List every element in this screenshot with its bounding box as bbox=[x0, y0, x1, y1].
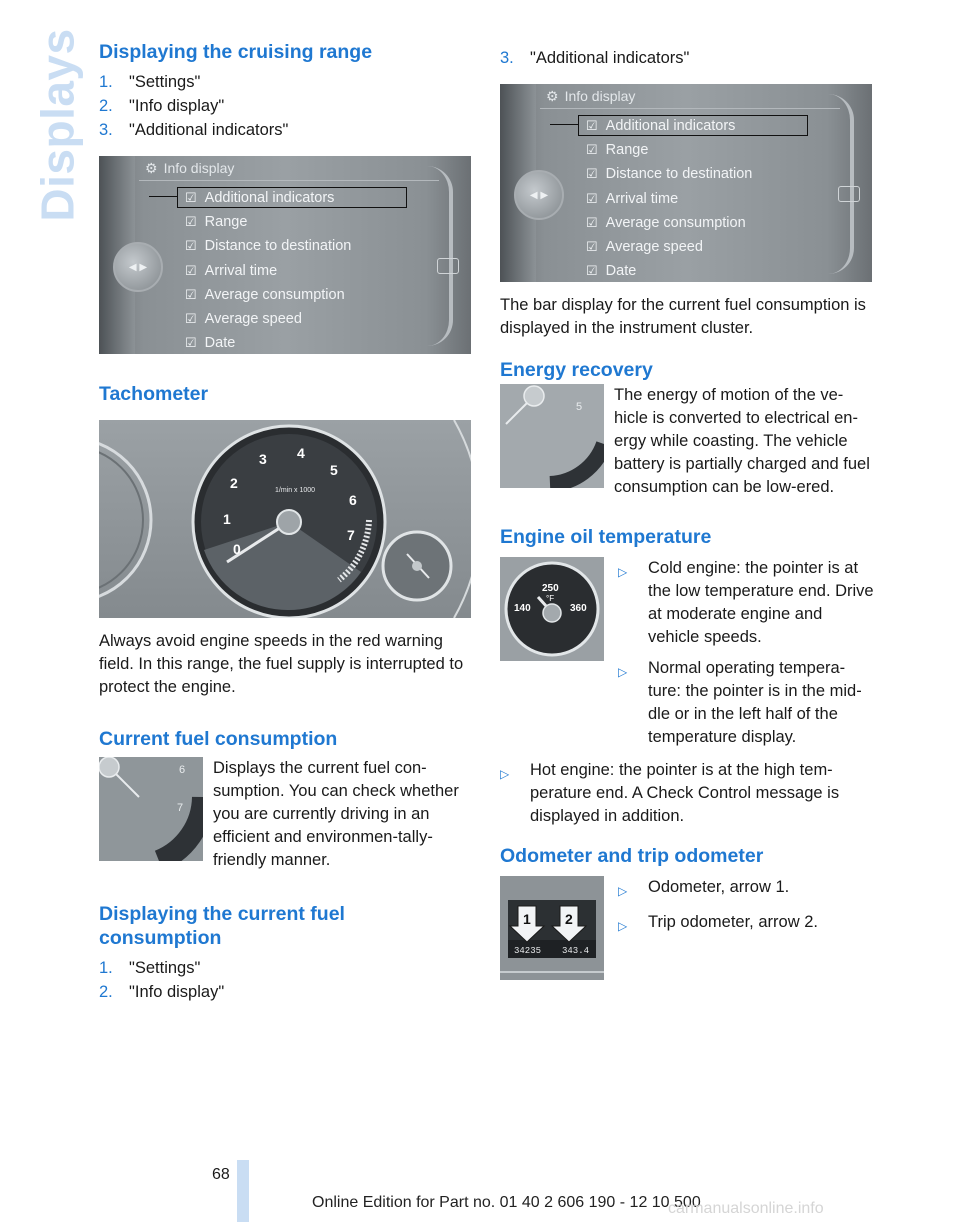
screen-menu-item: ☑ Range bbox=[185, 214, 248, 231]
odometer-image bbox=[500, 876, 604, 980]
gauge-number: 7 bbox=[177, 802, 184, 814]
heading-energy-recovery: Energy recovery bbox=[500, 359, 653, 381]
highlight-box bbox=[578, 115, 808, 136]
watermark: carmanualsonline.info bbox=[668, 1200, 824, 1217]
check-icon: ☑ bbox=[185, 214, 197, 230]
step-3 bbox=[500, 46, 874, 70]
step: 1. "Settings" bbox=[99, 959, 201, 977]
oil-gauge-image bbox=[500, 557, 604, 661]
gauge-unit: °F bbox=[546, 594, 555, 603]
heading-odometer: Odometer and trip odometer bbox=[500, 845, 764, 867]
fuel-media bbox=[99, 757, 471, 872]
option-icon bbox=[838, 186, 860, 202]
side-tab bbox=[28, 28, 88, 222]
odometer-svg bbox=[500, 876, 604, 980]
triangle-bullet-icon: ▷ bbox=[618, 665, 628, 679]
dial-number: 5 bbox=[330, 462, 338, 478]
fuel-gauge-image bbox=[99, 757, 203, 861]
check-icon: ☑ bbox=[586, 263, 598, 279]
screen-menu-item: ☑ Distance to destination bbox=[185, 238, 352, 255]
pointer-line bbox=[550, 124, 578, 183]
bar-display-text: The bar display for the current fuel consumption is displayed in the instrument cluster. bbox=[500, 296, 866, 337]
screen-menu-item: ☑ Average consumption bbox=[586, 214, 746, 231]
tachometer-svg bbox=[99, 420, 471, 618]
odometer-media bbox=[500, 876, 874, 980]
fuel-text: Displays the current fuel con-sumption. You can check whether you are currently driving in an efficient and environmen-tally-friendly manner. bbox=[213, 759, 459, 869]
screen-menu-item: ☑ Range bbox=[586, 142, 649, 159]
highlight-box bbox=[177, 187, 407, 208]
odometer-bullets bbox=[618, 876, 874, 938]
bullet-item: ▷ Normal operating tempera-ture: the pointer is in the mid-dle or in the left half of the temperature display. bbox=[618, 657, 874, 749]
trip-value: 343.4 bbox=[562, 946, 590, 956]
triangle-bullet-icon: ▷ bbox=[618, 884, 628, 898]
bullet-item: ▷ Trip odometer, arrow 2. bbox=[618, 911, 874, 938]
screen-menu-item: ☑ Additional indicators bbox=[185, 190, 335, 206]
dial-number: 7 bbox=[347, 527, 355, 543]
heading-tachometer: Tachometer bbox=[99, 383, 209, 405]
dial-unit: 1/min x 1000 bbox=[275, 487, 316, 494]
controller-knob-icon: ◀ ▶ bbox=[514, 170, 564, 220]
energy-text: The energy of motion of the ve-hicle is converted to electrical en-ergy while coasting. The vehicle battery is partially charged and fuel consumption can be low-ered. bbox=[614, 386, 870, 496]
triangle-bullet-icon: ▷ bbox=[618, 565, 628, 579]
step: 2. "Info display" bbox=[99, 97, 225, 115]
screen-menu-item: ☑ Date bbox=[586, 263, 637, 280]
bullet-item: ▷ Cold engine: the pointer is at the low temperature end. Drive at moderate engine and vehicle speeds. bbox=[618, 557, 874, 649]
triangle-bullet-icon: ▷ bbox=[618, 919, 628, 933]
left-column bbox=[99, 40, 471, 1004]
screen-menu-item: ☑ Date bbox=[185, 335, 236, 352]
screen-menu-item: ☑ Average speed bbox=[185, 311, 302, 328]
pointer-line bbox=[149, 196, 177, 255]
step: 3. "Additional indicators" bbox=[500, 49, 690, 67]
dial-number: 1 bbox=[223, 511, 231, 527]
screen-menu-item: ☑ Average speed bbox=[586, 239, 703, 256]
check-icon: ☑ bbox=[586, 118, 598, 133]
energy-gauge-image bbox=[500, 384, 604, 488]
gear-icon: ⚙ bbox=[145, 160, 158, 176]
bullet-item: ▷ Hot engine: the pointer is at the high tem-perature end. A Check Control message is displayed in addition. bbox=[500, 759, 874, 828]
arrow-label: 1 bbox=[523, 911, 531, 927]
oil-bullets bbox=[618, 557, 874, 749]
tachometer-text: Always avoid engine speeds in the red warning field. In this range, the fuel supply is interrupted to protect the engine. bbox=[99, 632, 464, 696]
energy-gauge-svg bbox=[500, 384, 604, 488]
tachometer-image bbox=[99, 420, 471, 618]
energy-media bbox=[500, 384, 874, 499]
info-display-screenshot-2 bbox=[500, 84, 872, 282]
dial-number: 0 bbox=[233, 541, 241, 557]
side-tab-label: Displays bbox=[32, 28, 84, 222]
screen-menu bbox=[586, 114, 752, 282]
fuel-display-steps bbox=[99, 956, 471, 1004]
heading-cruising-range: Displaying the cruising range bbox=[99, 41, 373, 63]
gauge-label: 140 bbox=[514, 603, 531, 614]
option-icon bbox=[437, 258, 459, 274]
oil-bullet-hot bbox=[500, 759, 874, 828]
oil-media bbox=[500, 557, 874, 757]
check-icon: ☑ bbox=[185, 238, 197, 254]
screen-menu-item: ☑ Distance to destination bbox=[586, 166, 753, 183]
bullet-item: ▷ Odometer, arrow 1. bbox=[618, 876, 874, 903]
right-column bbox=[500, 40, 874, 980]
cruising-steps bbox=[99, 70, 471, 142]
check-icon: ☑ bbox=[185, 262, 197, 278]
heading-current-fuel: Current fuel consumption bbox=[99, 728, 338, 750]
check-icon: ☑ bbox=[185, 311, 197, 327]
check-icon: ☑ bbox=[586, 239, 598, 255]
gauge-label: 360 bbox=[570, 603, 587, 614]
gauge-number: 5 bbox=[576, 401, 583, 413]
check-icon: ☑ bbox=[586, 214, 598, 230]
dial-number: 6 bbox=[349, 492, 357, 508]
gauge-number: 6 bbox=[179, 764, 186, 776]
triangle-bullet-icon: ▷ bbox=[500, 767, 510, 781]
check-icon: ☑ bbox=[586, 142, 598, 158]
info-display-screenshot bbox=[99, 156, 471, 354]
screen-menu-item: ☑ Arrival time bbox=[586, 190, 679, 207]
check-icon: ☑ bbox=[185, 335, 197, 351]
gauge-label: 250 bbox=[542, 583, 559, 594]
page-number: 68 bbox=[212, 1166, 230, 1183]
arrow-label: 2 bbox=[565, 911, 573, 927]
screen-title: ⚙ Info display bbox=[145, 160, 235, 176]
footer-accent-bar bbox=[237, 1160, 249, 1222]
heading-fuel-display: Displaying the current fuel consumption bbox=[99, 903, 345, 949]
gear-icon: ⚙ bbox=[546, 88, 559, 104]
check-icon: ☑ bbox=[185, 190, 197, 205]
check-icon: ☑ bbox=[586, 190, 598, 206]
dial-number: 3 bbox=[259, 451, 267, 467]
step: 3. "Additional indicators" bbox=[99, 121, 289, 139]
controller-knob-icon: ◀ ▶ bbox=[113, 242, 163, 292]
dial-number: 2 bbox=[230, 475, 238, 491]
odometer-value: 34235 bbox=[514, 946, 542, 956]
check-icon: ☑ bbox=[185, 286, 197, 302]
screen-title: ⚙ Info display bbox=[546, 88, 636, 104]
check-icon: ☑ bbox=[586, 166, 598, 182]
screen-menu-item: ☑ Average consumption bbox=[185, 286, 345, 303]
screen-menu-item: ☑ Additional indicators bbox=[586, 118, 736, 134]
fuel-gauge-svg bbox=[99, 757, 203, 861]
screen-menu bbox=[185, 186, 351, 354]
heading-oil-temperature: Engine oil temperature bbox=[500, 526, 712, 548]
oil-gauge-svg bbox=[500, 557, 604, 661]
step: 2. "Info display" bbox=[99, 983, 225, 1001]
footer-edition-text: Online Edition for Part no. 01 40 2 606 190 - 12 10 500 bbox=[312, 1194, 701, 1211]
screen-menu-item: ☑ Arrival time bbox=[185, 262, 278, 279]
dial-number: 4 bbox=[297, 445, 305, 461]
step: 1. "Settings" bbox=[99, 73, 201, 91]
